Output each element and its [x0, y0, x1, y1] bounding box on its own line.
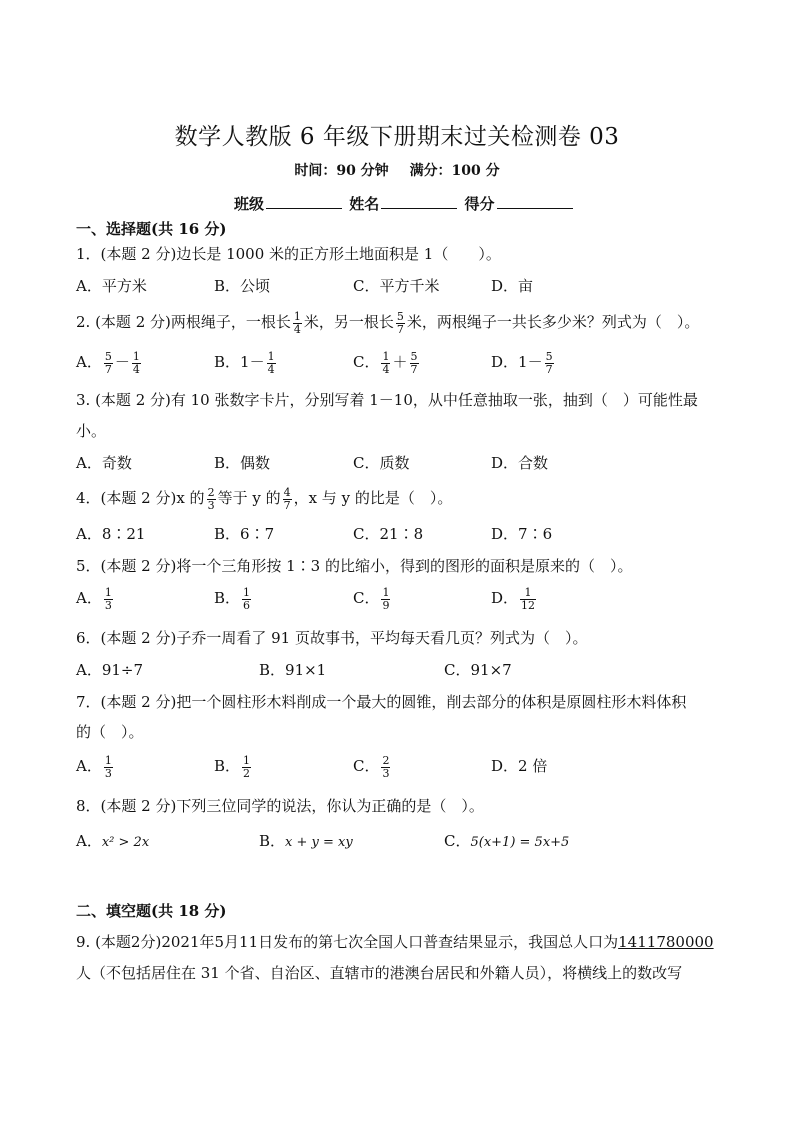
option-d: D．合数 [491, 454, 549, 472]
exam-subtitle [0, 160, 794, 180]
question-3-options [76, 451, 736, 477]
page-title: 数学人教版 6 年级下册期末过关检测卷 03 [174, 124, 620, 150]
option-c: C． $\frac{2}{3}$ [353, 753, 390, 780]
option-b: B．6∶7 [214, 525, 275, 543]
option-b: B．1－ $\frac{1}{4}$ [214, 349, 275, 376]
question-4-options [76, 522, 736, 548]
question-7-options [76, 754, 736, 786]
option-b: B． $\frac{1}{2}$ [214, 753, 251, 780]
option-c: C． $\frac{1}{9}$ [353, 585, 390, 612]
class-blank [266, 194, 342, 209]
student-info-line [234, 193, 575, 214]
option-b: B．x + y = xy [259, 832, 353, 850]
question-3-continued: 小。 [76, 422, 107, 440]
fraction: $\frac{1}{4}$ [293, 309, 301, 336]
option-a: A． $\frac{1}{3}$ [76, 585, 112, 612]
question-6-options [76, 658, 736, 684]
option-c: C．21∶8 [353, 525, 424, 543]
option-b: B． $\frac{1}{6}$ [214, 585, 251, 612]
question-9-continued: 人（不包括居住在 31 个省、自治区、直辖市的港澳台居民和外籍人员），将横线上的数改写 [76, 964, 683, 982]
option-c: C．5(x+1) = 5x+5 [444, 832, 570, 850]
fraction: $\frac{4}{7}$ [283, 485, 291, 512]
score-label: 得分 [464, 195, 495, 213]
name-blank [381, 194, 457, 209]
fraction: $\frac{2}{3}$ [207, 485, 215, 512]
question-7: 7．(本题 2 分)把一个圆柱形木料削成一个最大的圆锥，削去部分的体积是原圆柱形木料体积 [76, 693, 687, 711]
option-c: C．91×7 [444, 661, 512, 679]
option-a: A．奇数 [76, 454, 132, 472]
name-label: 姓名 [349, 195, 380, 213]
option-d: D． $\frac{1}{12}$ [491, 585, 536, 612]
fraction: $\frac{5}{7}$ [396, 309, 404, 336]
option-a: A．8∶21 [76, 525, 146, 543]
option-b: B．91×1 [259, 661, 327, 679]
question-8: 8．(本题 2 分)下列三位同学的说法，你认为正确的是（ ）。 [76, 797, 484, 815]
question-6: 6．(本题 2 分)子乔一周看了 91 页故事书，平均每天看几页？列式为（ ）。 [76, 629, 588, 647]
underlined-number: 1411780000 [618, 933, 714, 951]
option-a: A．91÷7 [76, 661, 144, 679]
option-c: C．质数 [353, 454, 410, 472]
question-9: 9. (本题2分)2021年5月11日发布的第七次全国人口普查结果显示，我国总人口为1411780000 [76, 933, 714, 951]
option-d: D．1－ $\frac{5}{7}$ [491, 349, 553, 376]
question-5: 5．(本题 2 分)将一个三角形按 1∶3 的比缩小，得到的图形的面积是原来的（ ）。 [76, 557, 633, 575]
option-d: D．7∶6 [491, 525, 553, 543]
option-c: C．平方千米 [353, 277, 440, 295]
question-1: 1．(本题 2 分)边长是 1000 米的正方形土地面积是 1（ ）。 [76, 245, 501, 263]
option-d: D．2 倍 [491, 757, 548, 775]
score-blank [497, 194, 573, 209]
question-7-continued: 的（ ）。 [76, 723, 144, 741]
option-b: B．公顷 [214, 277, 271, 295]
exam-time: 时间：90 分钟 [294, 163, 389, 179]
question-8-options [76, 829, 736, 855]
question-2: 2. (本题 2 分)两根绳子，一根长 $\frac{1}{4}$ 米，另一根长 $\frac{5}{7}$ 米，两根绳子一共长多少米？列式为（ ）。 [76, 309, 700, 336]
question-4: 4．(本题 2 分)x 的 $\frac{2}{3}$ 等于 y 的 $\frac{4}{7}$ ，x 与 y 的比是（ ）。 [76, 485, 453, 512]
option-d: D．亩 [491, 277, 534, 295]
question-3: 3. (本题 2 分)有 10 张数字卡片，分别写着 1－10，从中任意抽取一张，抽到（ ）可能性最 [76, 391, 698, 409]
question-2-options [76, 350, 736, 382]
option-b: B．偶数 [214, 454, 271, 472]
question-1-options [76, 274, 736, 300]
option-a: A． $\frac{1}{3}$ [76, 753, 112, 780]
option-a: A．x² > 2x [76, 832, 150, 850]
section-heading-fill-in: 二、填空题(共 18 分) [76, 902, 227, 920]
option-a: A． $\frac{5}{7}$ － $\frac{1}{4}$ [76, 349, 140, 376]
class-label: 班级 [234, 195, 265, 213]
question-5-options [76, 586, 736, 618]
option-a: A．平方米 [76, 277, 147, 295]
option-c: C． $\frac{1}{4}$ ＋ $\frac{5}{7}$ [353, 349, 418, 376]
section-heading-choice: 一、选择题(共 16 分) [76, 220, 227, 238]
exam-full-score: 满分：100 分 [409, 163, 500, 179]
